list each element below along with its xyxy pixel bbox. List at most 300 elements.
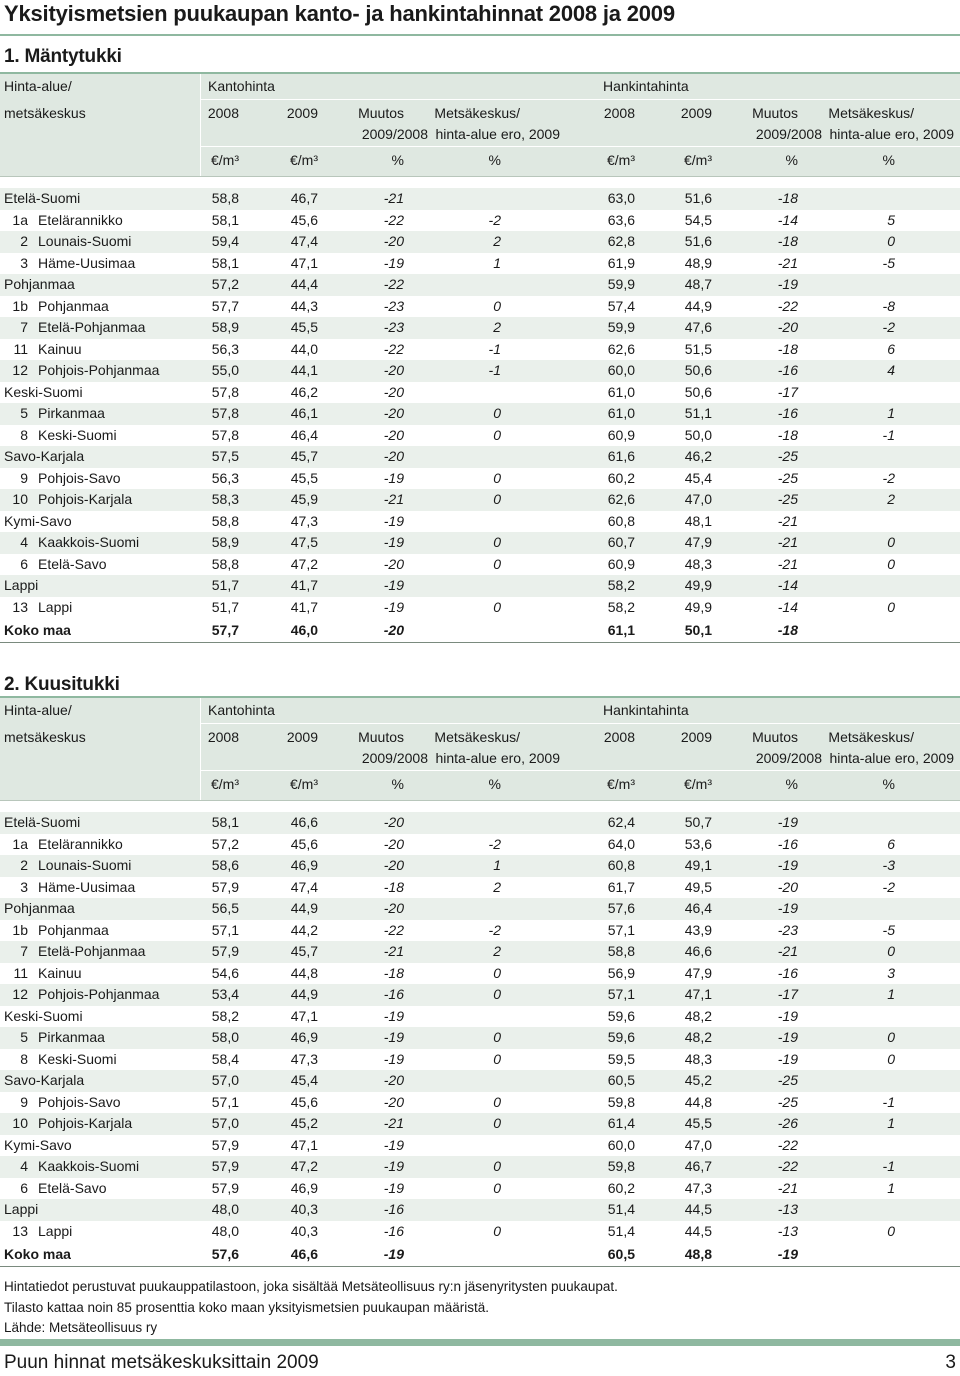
col-2009: 2009 — [680, 729, 712, 745]
cell-value: 45,6 — [290, 1093, 318, 1110]
title-rule — [0, 34, 960, 36]
region-name: Kaakkois-Suomi — [38, 1158, 140, 1174]
region-number: 9 — [20, 469, 28, 486]
section-title-pine: 1. Mäntytukki — [4, 46, 122, 67]
cell-value: 54,5 — [684, 211, 712, 228]
cell-value: 62,6 — [607, 340, 635, 357]
cell-value: 48,1 — [684, 512, 712, 529]
cell-value: 48,9 — [684, 254, 712, 271]
table-pine — [0, 74, 960, 643]
cell-value: -19 — [383, 577, 404, 593]
total-value: 57,6 — [211, 1246, 239, 1262]
cell-value: 47,1 — [290, 1007, 318, 1024]
cell-value: -19 — [383, 254, 404, 271]
cell-value: 0 — [887, 534, 895, 550]
region-name: Häme-Uusimaa — [38, 878, 136, 895]
cell-value: 47,0 — [684, 491, 712, 507]
region-group-name: Kymi-Savo — [4, 512, 72, 529]
table-row — [0, 1178, 960, 1200]
cell-value: 46,4 — [684, 900, 712, 916]
region-name: Häme-Uusimaa — [38, 254, 136, 271]
region-name: Kainuu — [38, 340, 82, 357]
cell-value: 47,1 — [684, 986, 712, 1002]
cell-value: -19 — [777, 276, 798, 292]
cell-value: 6 — [887, 340, 895, 357]
cell-value: 58,8 — [211, 190, 239, 206]
region-name: Pohjois-Pohjanmaa — [38, 986, 160, 1002]
cell-value: -1 — [882, 1158, 895, 1174]
col-metsakeskus-sub: hinta-alue ero, 2009 — [435, 126, 560, 142]
cell-value: 45,5 — [290, 319, 318, 335]
cell-value: 58,4 — [211, 1050, 239, 1067]
col-2009: 2009 — [680, 105, 712, 121]
total-value: 46,0 — [290, 622, 318, 638]
cell-value: 51,4 — [607, 1201, 635, 1217]
cell-value: 49,1 — [684, 857, 712, 873]
cell-value: 51,6 — [684, 233, 712, 249]
total-row — [0, 618, 960, 643]
cell-value: 6 — [887, 835, 895, 852]
group-kantohinta: Kantohinta — [208, 702, 275, 718]
cell-value: 1 — [887, 986, 895, 1002]
cell-value: 2 — [493, 943, 501, 959]
header-gap — [0, 177, 960, 188]
cell-value: 46,1 — [290, 405, 318, 421]
region-number: 2 — [20, 857, 28, 873]
region-number: 13 — [12, 1222, 28, 1239]
cell-value: 60,8 — [607, 512, 635, 529]
cell-value: 2 — [493, 319, 501, 335]
total-value: 46,6 — [290, 1246, 318, 1262]
region-number: 5 — [20, 1029, 28, 1045]
cell-value: -18 — [777, 426, 798, 443]
cell-value: 4 — [887, 362, 895, 378]
region-name: Keski-Suomi — [38, 426, 117, 443]
cell-value: -19 — [383, 534, 404, 550]
region-number: 2 — [20, 233, 28, 249]
cell-value: -26 — [777, 1115, 798, 1131]
region-name: Keski-Suomi — [38, 1050, 117, 1067]
cell-value: -2 — [488, 211, 501, 228]
region-group-name: Pohjanmaa — [4, 900, 75, 916]
cell-value: 0 — [887, 943, 895, 959]
cell-value: 44,5 — [684, 1222, 712, 1239]
cell-value: 0 — [493, 1158, 501, 1174]
unit-pct: % — [488, 776, 501, 792]
cell-value: -16 — [777, 835, 798, 852]
cell-value: 1 — [493, 254, 501, 271]
page-title: Yksityismetsien puukaupan kanto- ja hankintahinnat 2008 ja 2009 — [4, 1, 675, 26]
table-row — [0, 382, 960, 404]
cell-value: 50,0 — [684, 426, 712, 443]
cell-value: 59,6 — [607, 1007, 635, 1024]
region-name: Pohjanmaa — [38, 297, 109, 314]
col-muutos: Muutos — [752, 729, 798, 745]
region-group-name: Pohjanmaa — [4, 276, 75, 292]
cell-value: 43,9 — [684, 921, 712, 938]
cell-value: -1 — [488, 340, 501, 357]
cell-value: -20 — [383, 835, 404, 852]
unit-eur: €/m³ — [211, 152, 239, 168]
table-row — [0, 317, 960, 339]
cell-value: 46,9 — [290, 1029, 318, 1045]
cell-value: 58,1 — [211, 814, 239, 830]
region-number: 1a — [12, 211, 28, 228]
cell-value: -1 — [882, 426, 895, 443]
table-row — [0, 941, 960, 963]
cell-value: 47,2 — [290, 555, 318, 572]
cell-value: 58,2 — [607, 577, 635, 593]
region-name: Lounais-Suomi — [38, 857, 132, 873]
table-row — [0, 1113, 960, 1135]
region-number: 6 — [20, 1179, 28, 1196]
cell-value: 49,9 — [684, 577, 712, 593]
cell-value: 58,2 — [607, 598, 635, 615]
unit-pct: % — [785, 776, 798, 792]
region-number: 10 — [12, 491, 28, 507]
cell-value: 57,0 — [211, 1115, 239, 1131]
cell-value: 47,4 — [290, 878, 318, 895]
area-label: Hinta-alue/ — [4, 702, 72, 718]
cell-value: 62,8 — [607, 233, 635, 249]
unit-eur: €/m³ — [684, 776, 712, 792]
cell-value: 60,0 — [607, 1136, 635, 1153]
region-name: Etelä-Pohjanmaa — [38, 943, 146, 959]
cell-value: -21 — [777, 943, 798, 959]
cell-value: 57,1 — [607, 921, 635, 938]
cell-value: 54,6 — [211, 964, 239, 981]
table-row — [0, 188, 960, 210]
cell-value: -20 — [383, 900, 404, 916]
cell-value: -21 — [383, 1115, 404, 1131]
table-row — [0, 339, 960, 361]
cell-value: 63,0 — [607, 190, 635, 206]
footnote-source: Lähde: Metsäteollisuus ry — [4, 1320, 158, 1335]
cell-value: 0 — [493, 426, 501, 443]
cell-value: 57,1 — [211, 1093, 239, 1110]
cell-value: -14 — [777, 598, 798, 615]
cell-value: 44,8 — [684, 1093, 712, 1110]
cell-value: 62,6 — [607, 491, 635, 507]
region-group-name: Keski-Suomi — [4, 1007, 83, 1024]
cell-value: 45,5 — [684, 1115, 712, 1131]
region-name: Pohjanmaa — [38, 921, 109, 938]
cell-value: 1 — [493, 857, 501, 873]
region-number: 8 — [20, 1050, 28, 1067]
cell-value: 60,2 — [607, 469, 635, 486]
cell-value: 2 — [887, 491, 895, 507]
table-row — [0, 1027, 960, 1049]
col-muutos: Muutos — [358, 729, 404, 745]
cell-value: 48,2 — [684, 1029, 712, 1045]
table-row — [0, 231, 960, 253]
cell-value: 56,9 — [607, 964, 635, 981]
col-muutos-sub: 2009/2008 — [361, 126, 428, 142]
cell-value: -20 — [383, 383, 404, 400]
cell-value: 44,1 — [290, 362, 318, 378]
cell-value: 46,7 — [684, 1158, 712, 1174]
cell-value: 57,9 — [211, 1136, 239, 1153]
table-row — [0, 1156, 960, 1178]
cell-value: 51,6 — [684, 190, 712, 206]
cell-value: -22 — [383, 276, 404, 292]
cell-value: 59,4 — [211, 233, 239, 249]
cell-value: 51,5 — [684, 340, 712, 357]
table-row — [0, 963, 960, 985]
cell-value: 63,6 — [607, 211, 635, 228]
cell-value: -14 — [777, 211, 798, 228]
cell-value: 0 — [887, 1222, 895, 1239]
cell-value: -14 — [777, 577, 798, 593]
cell-value: -19 — [777, 900, 798, 916]
cell-value: -19 — [777, 814, 798, 830]
cell-value: -13 — [777, 1201, 798, 1217]
cell-value: 57,8 — [211, 426, 239, 443]
col-2008: 2008 — [207, 729, 239, 745]
region-number: 8 — [20, 426, 28, 443]
cell-value: 0 — [887, 598, 895, 615]
cell-value: 0 — [493, 297, 501, 314]
cell-value: 53,6 — [684, 835, 712, 852]
cell-value: -13 — [777, 1222, 798, 1239]
cell-value: 46,9 — [290, 1179, 318, 1196]
total-row — [0, 1242, 960, 1267]
cell-value: -1 — [882, 1093, 895, 1110]
cell-value: -20 — [383, 405, 404, 421]
cell-value: 44,9 — [684, 297, 712, 314]
cell-value: 47,0 — [684, 1136, 712, 1153]
cell-value: 45,9 — [290, 491, 318, 507]
cell-value: 45,5 — [290, 469, 318, 486]
region-name: Lounais-Suomi — [38, 233, 132, 249]
table-row — [0, 855, 960, 877]
table-row — [0, 1221, 960, 1243]
cell-value: 44,0 — [290, 340, 318, 357]
cell-value: 41,7 — [290, 577, 318, 593]
cell-value: 59,9 — [607, 319, 635, 335]
cell-value: 57,9 — [211, 1179, 239, 1196]
cell-value: -25 — [777, 1072, 798, 1088]
cell-value: 55,0 — [211, 362, 239, 378]
cell-value: -18 — [383, 878, 404, 895]
region-name: Kaakkois-Suomi — [38, 534, 140, 550]
region-number: 4 — [20, 1158, 28, 1174]
cell-value: 44,5 — [684, 1201, 712, 1217]
total-value: 60,5 — [607, 1246, 635, 1262]
cell-value: 57,2 — [211, 835, 239, 852]
cell-value: 0 — [493, 1222, 501, 1239]
region-number: 12 — [12, 986, 28, 1002]
unit-pct: % — [391, 776, 404, 792]
table-row — [0, 984, 960, 1006]
region-group-name: Kymi-Savo — [4, 1136, 72, 1153]
region-number: 13 — [12, 598, 28, 615]
cell-value: -16 — [777, 362, 798, 378]
cell-value: 2 — [493, 878, 501, 895]
cell-value: -20 — [777, 319, 798, 335]
cell-value: 0 — [493, 534, 501, 550]
cell-value: -23 — [383, 319, 404, 335]
cell-value: -25 — [777, 448, 798, 464]
cell-value: 48,3 — [684, 555, 712, 572]
cell-value: 50,6 — [684, 383, 712, 400]
cell-value: 59,8 — [607, 1093, 635, 1110]
cell-value: 47,6 — [684, 319, 712, 335]
cell-value: -2 — [488, 921, 501, 938]
cell-value: -19 — [777, 1007, 798, 1024]
cell-value: 60,9 — [607, 555, 635, 572]
cell-value: 58,0 — [211, 1029, 239, 1045]
table-row — [0, 403, 960, 425]
footer-title: Puun hinnat metsäkeskuksittain 2009 — [4, 1352, 319, 1373]
table-row — [0, 468, 960, 490]
table-header — [0, 698, 960, 801]
cell-value: 59,5 — [607, 1050, 635, 1067]
region-group-name: Lappi — [4, 577, 39, 593]
cell-value: -22 — [777, 1136, 798, 1153]
group-hankintahinta: Hankintahinta — [603, 78, 689, 94]
cell-value: 0 — [887, 555, 895, 572]
cell-value: -5 — [882, 921, 895, 938]
region-number: 6 — [20, 555, 28, 572]
cell-value: 0 — [493, 1179, 501, 1196]
cell-value: 44,8 — [290, 964, 318, 981]
cell-value: 0 — [493, 964, 501, 981]
cell-value: 57,7 — [211, 297, 239, 314]
cell-value: 46,6 — [290, 814, 318, 830]
cell-value: 58,9 — [211, 319, 239, 335]
table-row — [0, 489, 960, 511]
region-group-name: Etelä-Suomi — [4, 814, 81, 830]
table-row — [0, 1006, 960, 1028]
cell-value: 45,7 — [290, 943, 318, 959]
region-number: 7 — [20, 943, 28, 959]
col-muutos-sub: 2009/2008 — [755, 126, 822, 142]
table-row — [0, 920, 960, 942]
cell-value: 1 — [887, 1115, 895, 1131]
region-name: Pirkanmaa — [38, 405, 105, 421]
cell-value: 48,0 — [211, 1222, 239, 1239]
unit-eur: €/m³ — [290, 152, 318, 168]
cell-value: 58,9 — [211, 534, 239, 550]
cell-value: 57,1 — [211, 921, 239, 938]
region-name: Pohjois-Pohjanmaa — [38, 362, 160, 378]
cell-value: 57,8 — [211, 383, 239, 400]
region-number: 12 — [12, 362, 28, 378]
cell-value: 61,0 — [607, 383, 635, 400]
region-number: 1b — [12, 921, 28, 938]
cell-value: 47,9 — [684, 534, 712, 550]
unit-eur: €/m³ — [607, 152, 635, 168]
region-number: 1a — [12, 835, 28, 852]
cell-value: 0 — [887, 233, 895, 249]
cell-value: -25 — [777, 1093, 798, 1110]
region-number: 3 — [20, 878, 28, 895]
cell-value: 0 — [493, 1093, 501, 1110]
cell-value: 0 — [493, 986, 501, 1002]
cell-value: 57,5 — [211, 448, 239, 464]
cell-value: 59,9 — [607, 276, 635, 292]
total-value: 50,1 — [684, 622, 712, 638]
total-value: 57,7 — [211, 622, 239, 638]
cell-value: 49,5 — [684, 878, 712, 895]
cell-value: -19 — [383, 512, 404, 529]
region-number: 10 — [12, 1115, 28, 1131]
cell-value: 58,8 — [607, 943, 635, 959]
cell-value: -20 — [383, 814, 404, 830]
col-2008: 2008 — [603, 729, 635, 745]
cell-value: -16 — [383, 1222, 404, 1239]
header-divider — [200, 99, 960, 100]
table-spruce — [0, 698, 960, 1267]
cell-value: 44,9 — [290, 900, 318, 916]
cell-value: -20 — [383, 362, 404, 378]
area-label: metsäkeskus — [4, 729, 86, 745]
cell-value: -20 — [383, 1093, 404, 1110]
page-number: 3 — [945, 1352, 956, 1373]
cell-value: 47,2 — [290, 1158, 318, 1174]
table-row — [0, 532, 960, 554]
cell-value: 46,6 — [684, 943, 712, 959]
col-muutos: Muutos — [752, 105, 798, 121]
unit-eur: €/m³ — [607, 776, 635, 792]
cell-value: 1 — [887, 1179, 895, 1196]
total-value: 61,1 — [607, 622, 635, 638]
region-name: Lappi — [38, 1222, 73, 1239]
cell-value: 48,7 — [684, 276, 712, 292]
table-row — [0, 812, 960, 834]
footer-rule — [0, 1339, 960, 1346]
region-number: 7 — [20, 319, 28, 335]
cell-value: -21 — [777, 1179, 798, 1196]
group-hankintahinta: Hankintahinta — [603, 702, 689, 718]
cell-value: 50,6 — [684, 362, 712, 378]
cell-value: -2 — [882, 878, 895, 895]
cell-value: 45,4 — [290, 1072, 318, 1088]
cell-value: 47,9 — [684, 964, 712, 981]
footnote: Hintatiedot perustuvat puukauppatilastoon, joka sisältää Metsäteollisuus ry:n jäsenyritysten puukaupat. — [4, 1279, 618, 1294]
cell-value: -18 — [777, 190, 798, 206]
cell-value: -16 — [777, 964, 798, 981]
table-row — [0, 1199, 960, 1221]
cell-value: -23 — [777, 921, 798, 938]
cell-value: 60,5 — [607, 1072, 635, 1088]
cell-value: -22 — [383, 340, 404, 357]
cell-value: 64,0 — [607, 835, 635, 852]
cell-value: -20 — [777, 878, 798, 895]
cell-value: -22 — [383, 921, 404, 938]
cell-value: -25 — [777, 469, 798, 486]
cell-value: -17 — [777, 986, 798, 1002]
table-row — [0, 425, 960, 447]
group-kantohinta: Kantohinta — [208, 78, 275, 94]
total-label: Koko maa — [4, 1246, 71, 1262]
cell-value: 45,6 — [290, 211, 318, 228]
cell-value: -20 — [383, 857, 404, 873]
cell-value: 45,4 — [684, 469, 712, 486]
cell-value: 57,9 — [211, 1158, 239, 1174]
col-2008: 2008 — [207, 105, 239, 121]
table-row — [0, 274, 960, 296]
total-value: -19 — [777, 1246, 798, 1262]
cell-value: 61,7 — [607, 878, 635, 895]
header-divider — [200, 723, 960, 724]
cell-value: -19 — [777, 857, 798, 873]
cell-value: -19 — [383, 469, 404, 486]
cell-value: -19 — [777, 1029, 798, 1045]
cell-value: 60,2 — [607, 1179, 635, 1196]
unit-eur: €/m³ — [684, 152, 712, 168]
